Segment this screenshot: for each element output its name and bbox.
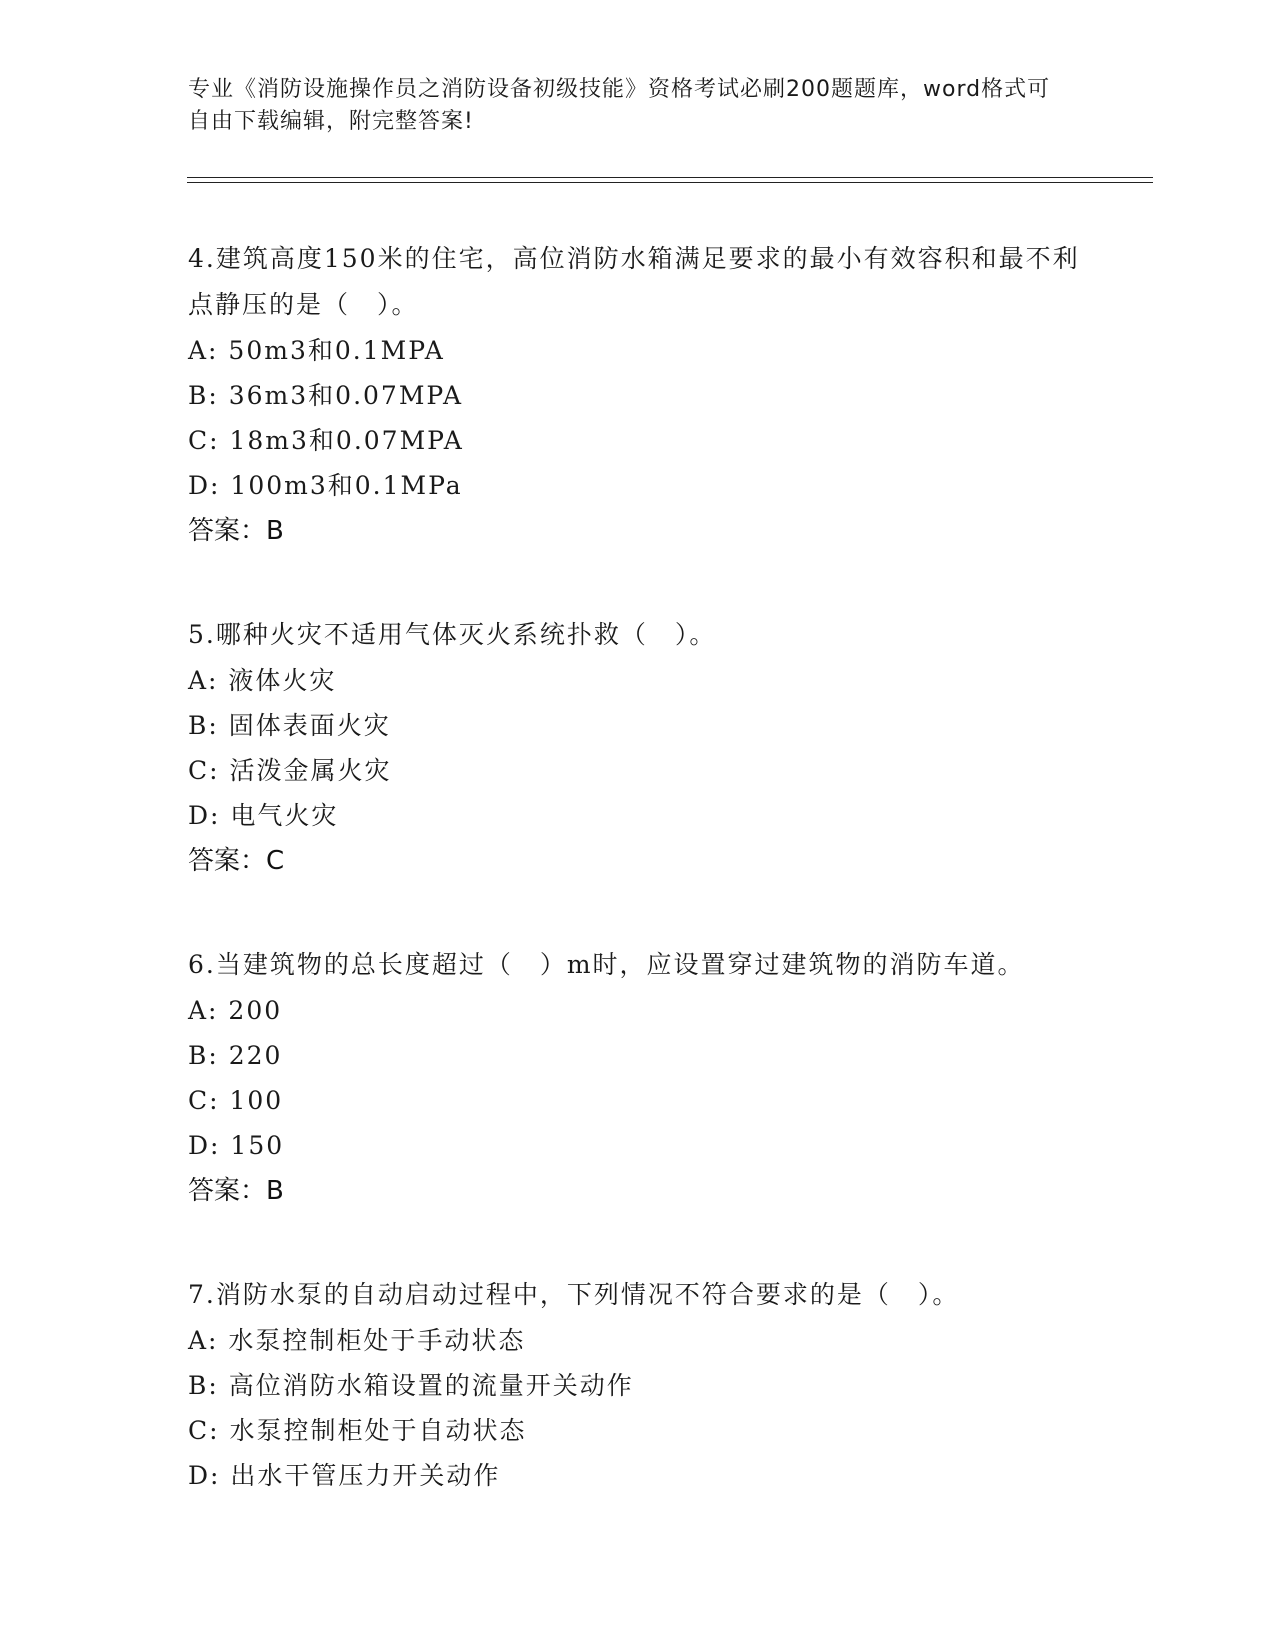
question-stem: 4.建筑高度150米的住宅，高位消防水箱满足要求的最小有效容积和最不利点静压的是（ ）。 [188,244,1080,319]
option-a: A: 50m3和0.1MPA [188,336,445,365]
question-stem: 6.当建筑物的总长度超过（ ）m时，应设置穿过建筑物的消防车道。 [188,950,1025,979]
option-c: C: 活泼金属火灾 [188,756,392,785]
option-a: A: 200 [188,996,283,1025]
question-6 [188,942,1088,1214]
document-header: 专业《消防设施操作员之消防设备初级技能》资格考试必刷200题题库，word格式可自由下载编辑，附完整答案! [188,77,1051,134]
question-list [188,236,1088,1556]
option-a: A: 液体火灾 [188,666,337,695]
header-divider-top [187,177,1153,178]
option-c: C: 水泵控制柜处于自动状态 [188,1416,527,1445]
answer-line: 答案：B [188,1176,284,1206]
question-5 [188,612,1088,884]
answer-line: 答案：C [188,846,285,876]
question-stem: 7.消防水泵的自动启动过程中，下列情况不符合要求的是（ ）。 [188,1280,960,1309]
option-a: A: 水泵控制柜处于手动状态 [188,1326,526,1355]
question-4 [188,236,1088,554]
option-b: B: 固体表面火灾 [188,711,391,740]
option-b: B: 高位消防水箱设置的流量开关动作 [188,1371,634,1400]
header-divider-bottom [187,182,1153,183]
option-d: D: 100m3和0.1MPa [188,471,463,500]
option-d: D: 电气火灾 [188,801,339,830]
option-c: C: 100 [188,1086,284,1115]
option-c: C: 18m3和0.07MPA [188,426,464,455]
option-d: D: 150 [188,1131,285,1160]
option-b: B: 220 [188,1041,283,1070]
option-d: D: 出水干管压力开关动作 [188,1461,501,1490]
option-b: B: 36m3和0.07MPA [188,381,464,410]
question-stem: 5.哪种火灾不适用气体灭火系统扑救（ ）。 [188,620,717,649]
answer-line: 答案：B [188,516,284,546]
question-7 [188,1272,1088,1498]
